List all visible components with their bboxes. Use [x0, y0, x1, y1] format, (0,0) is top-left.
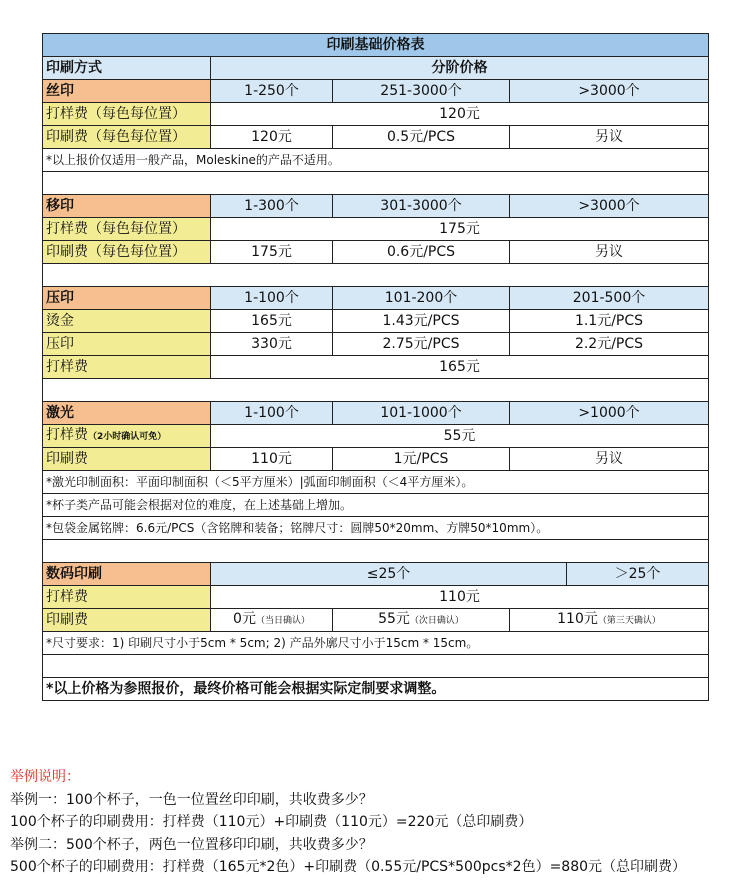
final-note: *以上价格为参照报价，最终价格可能会根据实际定制要求调整。	[43, 678, 709, 701]
price-cell: 1.43元/PCS	[333, 310, 510, 333]
price-cell: 2.75元/PCS	[333, 333, 510, 356]
tier-cell: >3000个	[510, 195, 709, 218]
price-cell	[510, 609, 709, 632]
emboss-label: 压印	[43, 333, 211, 356]
price-cell: 2.2元/PCS	[510, 333, 709, 356]
spacer-row	[43, 172, 709, 195]
tier-cell: 101-200个	[333, 287, 510, 310]
price-remark: （第三天确认）	[597, 616, 661, 626]
price-value: 110元	[557, 611, 598, 627]
tier-cell: 1-100个	[211, 402, 333, 425]
tier-cell: 1-100个	[211, 287, 333, 310]
price-value: 0元	[233, 611, 256, 627]
sample-fee-value: 110元	[211, 586, 709, 609]
price-remark: （当日确认）	[255, 616, 310, 626]
note-row: *包袋金属铭牌：6.6元/PCS（含铭牌和装备；铭牌尺寸：圆牌50*20mm、方牌50*10mm）。	[43, 517, 709, 540]
sample-fee-label: 打样费	[43, 586, 211, 609]
example-line: 100个杯子的印刷费用：打样费（110元）+印刷费（110元）=220元（总印刷费）	[10, 814, 533, 831]
price-cell: 另议	[510, 448, 709, 471]
note-row: *杯子类产品可能会根据对位的难度，在上述基础上增加。	[43, 494, 709, 517]
price-cell: 330元	[211, 333, 333, 356]
note-row: *激光印制面积：平面印制面积（＜5平方厘米）|弧面印制面积（＜4平方厘米）。	[43, 471, 709, 494]
sample-fee-label	[43, 425, 211, 448]
print-fee-label: 印刷费（每色每位置）	[43, 126, 211, 149]
sample-fee-value: 55元	[211, 425, 709, 448]
price-cell	[333, 609, 510, 632]
section-emboss: 压印	[43, 287, 211, 310]
print-fee-label: 印刷费（每色每位置）	[43, 241, 211, 264]
price-cell: 120元	[211, 126, 333, 149]
print-fee-label: 印刷费	[43, 609, 211, 632]
examples-section	[10, 766, 745, 879]
note-row: *以上报价仅适用一般产品，Moleskine的产品不适用。	[43, 149, 709, 172]
example-line: 举例一：100个杯子，一色一位置丝印印刷，共收费多少？	[10, 791, 373, 808]
tier-cell: >3000个	[510, 80, 709, 103]
price-cell: 1.1元/PCS	[510, 310, 709, 333]
tier-cell: >1000个	[510, 402, 709, 425]
tier-cell: 1-300个	[211, 195, 333, 218]
sample-fee-label: 打样费（每色每位置）	[43, 103, 211, 126]
section-silk: 丝印	[43, 80, 211, 103]
section-pad: 移印	[43, 195, 211, 218]
tier-cell: ＞25个	[567, 563, 709, 586]
hot-stamp-label: 烫金	[43, 310, 211, 333]
sample-fee-value: 120元	[211, 103, 709, 126]
example-line: 举例二：500个杯子，两色一位置移印印刷，共收费多少？	[10, 836, 373, 853]
tier-cell: 201-500个	[510, 287, 709, 310]
price-remark: （次日确认）	[409, 616, 464, 626]
note-row: *尺寸要求：1) 印刷尺寸小于5cm * 5cm; 2) 产品外廓尺寸小于15cm * 15cm。	[43, 632, 709, 655]
price-value: 55元	[378, 611, 410, 627]
examples-heading: 举例说明：	[10, 769, 80, 785]
price-cell: 1元/PCS	[333, 448, 510, 471]
sample-fee-value: 175元	[211, 218, 709, 241]
price-cell: 0.6元/PCS	[333, 241, 510, 264]
price-cell	[211, 609, 333, 632]
sample-fee-text: 打样费	[46, 427, 88, 443]
spacer-row	[43, 264, 709, 287]
price-cell: 0.5元/PCS	[333, 126, 510, 149]
method-header: 印刷方式	[43, 57, 211, 80]
tier-cell: 101-1000个	[333, 402, 510, 425]
sample-fee-value: 165元	[211, 356, 709, 379]
sample-fee-label: 打样费	[43, 356, 211, 379]
price-cell: 175元	[211, 241, 333, 264]
tier-cell: ≤25个	[211, 563, 567, 586]
tiered-header: 分阶价格	[211, 57, 709, 80]
spacer-row	[43, 540, 709, 563]
tier-cell: 251-3000个	[333, 80, 510, 103]
section-digital: 数码印刷	[43, 563, 211, 586]
table-title: 印刷基础价格表	[43, 34, 709, 57]
section-laser: 激光	[43, 402, 211, 425]
sample-fee-remark: （2小时确认可免）	[88, 432, 167, 442]
example-line: 500个杯子的印刷费用：打样费（165元*2色）+印刷费（0.55元/PCS*500pcs*2色）=880元（总印刷费）	[10, 859, 687, 876]
print-fee-label: 印刷费	[43, 448, 211, 471]
spacer-row	[43, 655, 709, 678]
price-table	[42, 33, 709, 701]
price-cell: 110元	[211, 448, 333, 471]
price-cell: 另议	[510, 241, 709, 264]
price-cell: 165元	[211, 310, 333, 333]
tier-cell: 301-3000个	[333, 195, 510, 218]
tier-cell: 1-250个	[211, 80, 333, 103]
sample-fee-label: 打样费（每色每位置）	[43, 218, 211, 241]
price-cell: 另议	[510, 126, 709, 149]
spacer-row	[43, 379, 709, 402]
